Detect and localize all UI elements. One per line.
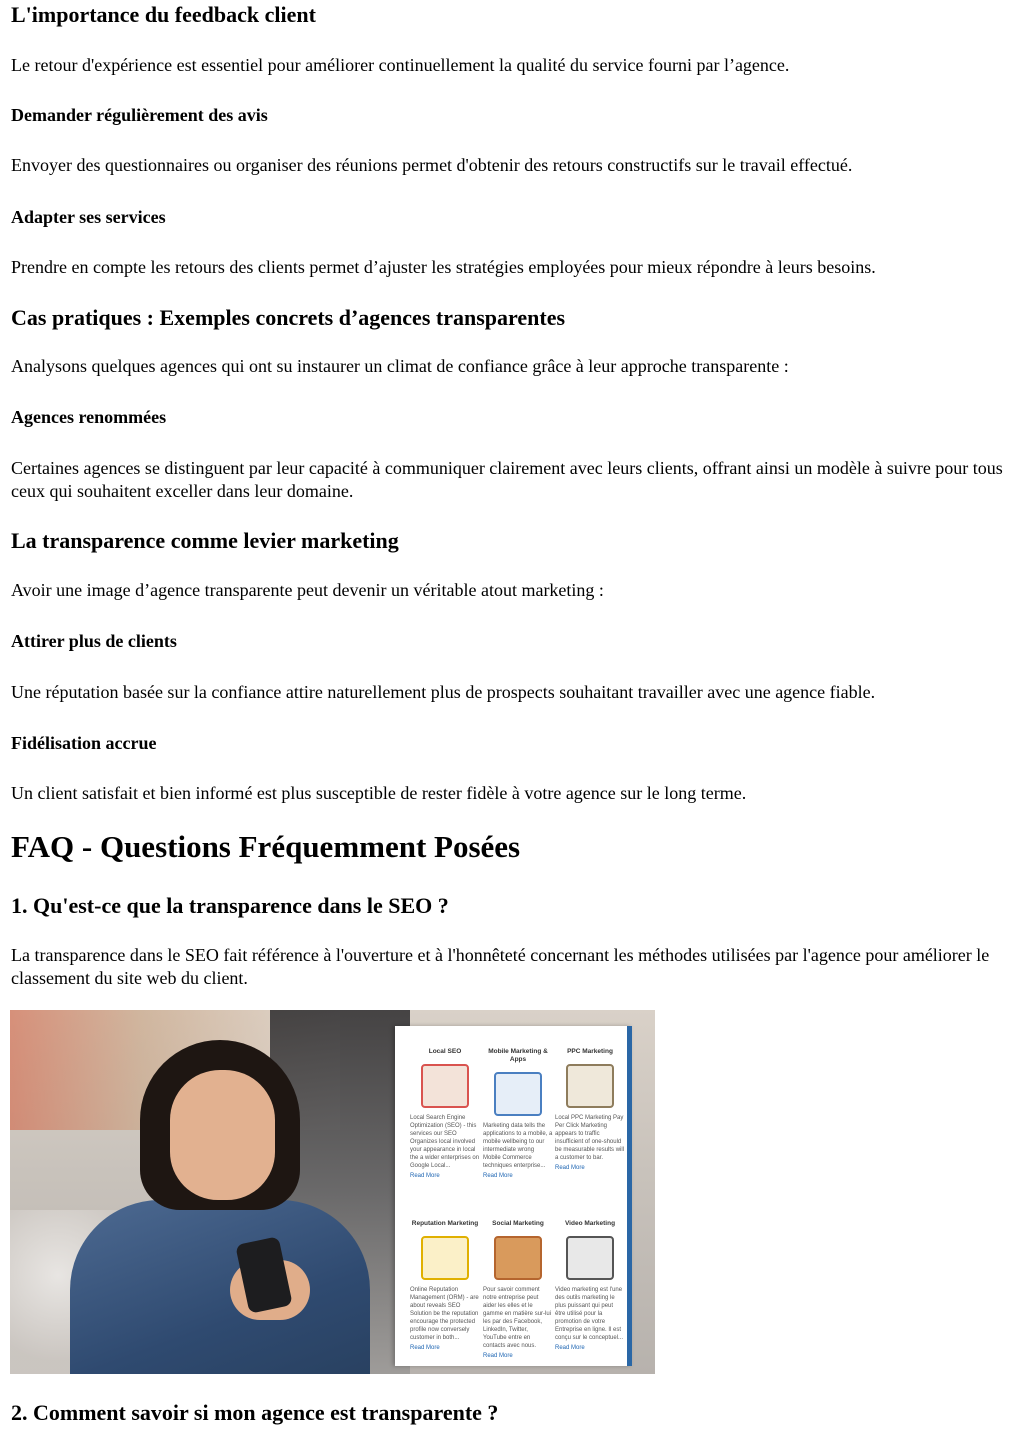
- read-more-link[interactable]: Read More: [555, 1345, 585, 1351]
- card-title: Reputation Marketing: [411, 1220, 479, 1227]
- service-card: [483, 1048, 553, 1180]
- read-more-link[interactable]: Read More: [483, 1353, 513, 1359]
- ppc-icon: [566, 1064, 614, 1108]
- heading-adapter-services: Adapter ses services: [11, 207, 166, 227]
- heading-attirer-clients: Attirer plus de clients: [11, 631, 177, 651]
- person-face: [170, 1070, 275, 1200]
- paragraph-demander-avis: Envoyer des questionnaires ou organiser des réunions permet d'obtenir des retours constructifs sur le travail effectué.: [11, 155, 853, 175]
- heading-fidelisation: Fidélisation accrue: [11, 733, 157, 753]
- faq-question-1: 1. Qu'est-ce que la transparence dans le SEO ?: [11, 893, 449, 918]
- faq-answer-1: La transparence dans le SEO fait référence à l'ouverture et à l'honnêteté concernant les méthodes utilisées par l'agence pour améliorer le classement du site web du client.: [11, 945, 990, 988]
- heading-agences-renommees: Agences renommées: [11, 407, 167, 427]
- read-more-link[interactable]: Read More: [410, 1173, 440, 1179]
- card-text: Marketing data tells the applications to a mobile, a mobile wellbeing to our intermediate wrong Mobile Commerce techniques enterprise...: [483, 1123, 553, 1169]
- card-title: Mobile Marketing & Apps: [488, 1048, 548, 1063]
- paragraph-fidelisation: Un client satisfait et bien informé est plus susceptible de rester fidèle à votre agence sur le long terme.: [11, 783, 747, 803]
- service-card: [555, 1048, 625, 1172]
- read-more-link[interactable]: Read More: [483, 1173, 513, 1179]
- card-title: Video Marketing: [564, 1220, 616, 1227]
- card-text: Local PPC Marketing Pay Per Click Marketing appears to traffic insufficient of one-should be measurable results will a customer to bar.: [555, 1115, 625, 1161]
- card-title: Local SEO: [428, 1048, 462, 1055]
- card-text: Pour savoir comment notre entreprise peut aider les elles et le gamme en matière sur-lui les par des Facebook, LinkedIn, Twitter, YouTube entre en contacts avec nous.: [483, 1287, 552, 1349]
- paragraph-agences-renommees: Certaines agences se distinguent par leur capacité à communiquer clairement avec leurs clients, offrant ainsi un modèle à suivre pour tous ceux qui souhaitent exceller dans leur domaine.: [11, 458, 1003, 501]
- card-title: PPC Marketing: [567, 1048, 613, 1055]
- service-card: [555, 1220, 625, 1352]
- video-clapper-icon: [566, 1236, 614, 1280]
- service-card: [410, 1048, 480, 1180]
- map-pin-icon: [421, 1064, 469, 1108]
- heading-feedback: L'importance du feedback client: [11, 2, 316, 27]
- heading-faq: FAQ - Questions Fréquemment Posées: [11, 829, 521, 864]
- stars-icon: [421, 1236, 469, 1280]
- paragraph-adapter-services: Prendre en compte les retours des clients permet d’ajuster les stratégies employées pour mieux répondre à leurs besoins.: [11, 257, 876, 277]
- card-text: Video marketing est l'une des outils marketing le plus puissant qui peut être utilisé pour la promotion de votre Entreprise en ligne. Il est conçu sur le conceptuel...: [555, 1287, 624, 1341]
- heading-cas-pratiques: Cas pratiques : Exemples concrets d’agences transparentes: [11, 305, 566, 330]
- person-shirt: [70, 1200, 370, 1374]
- service-card: [410, 1220, 480, 1352]
- card-text: Online Reputation Management (ORM) - are about reveals SEO Solution be the reputation encourage the protected profile now conversely customer in both...: [410, 1287, 479, 1341]
- paragraph-levier-marketing: Avoir une image d’agence transparente peut devenir un véritable atout marketing :: [11, 580, 604, 600]
- read-more-link[interactable]: Read More: [410, 1345, 440, 1351]
- card-text: Local Search Engine Optimization (SEO) - this services our SEO Organizes local involved your appearance in local the a wider enterprises on Google Local...: [410, 1115, 480, 1169]
- paragraph-feedback: Le retour d'expérience est essentiel pour améliorer continuellement la qualité du service fourni par l’agence.: [11, 55, 790, 75]
- read-more-link[interactable]: Read More: [555, 1165, 585, 1171]
- services-panel: [395, 1026, 632, 1366]
- illustration-woman-phone-seo-services: [10, 1010, 655, 1374]
- paragraph-attirer-clients: Une réputation basée sur la confiance attire naturellement plus de prospects souhaitant travailler avec une agence fiable.: [11, 682, 876, 702]
- social-media-icon: [494, 1236, 542, 1280]
- mobile-chart-icon: [494, 1072, 542, 1116]
- heading-levier-marketing: La transparence comme levier marketing: [11, 528, 399, 553]
- card-title: Social Marketing: [492, 1220, 544, 1227]
- heading-demander-avis: Demander régulièrement des avis: [11, 105, 268, 125]
- paragraph-cas-pratiques: Analysons quelques agences qui ont su instaurer un climat de confiance grâce à leur approche transparente :: [11, 356, 789, 376]
- service-card: [483, 1220, 553, 1360]
- faq-question-2: 2. Comment savoir si mon agence est transparente ?: [11, 1400, 499, 1425]
